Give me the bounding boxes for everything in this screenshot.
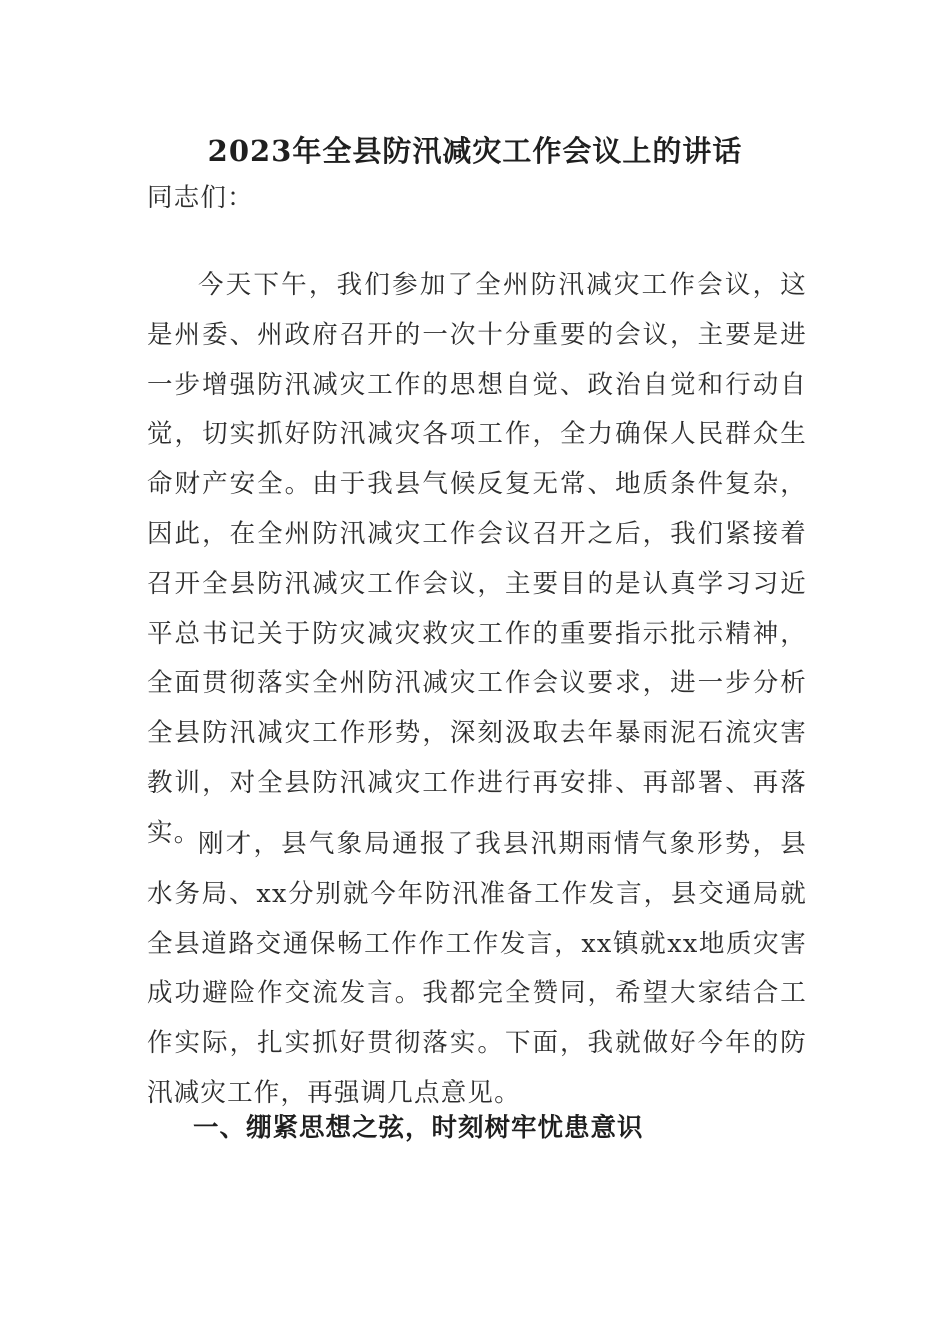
paragraph: 刚才，县气象局通报了我县汛期雨情气象形势，县水务局、xx分别就今年防汛准备工作发言，县交通局就全县道路交通保畅工作作工作发言，xx镇就xx地质灾害成功避险作交流发言。我都完全赞同，希望大家结合工作实际，扎实抓好贯彻落实。下面，我就做好今年的防汛减灾工作，再强调几点意见。 (147, 829, 807, 1108)
paragraph: 今天下午，我们参加了全州防汛减灾工作会议，这是州委、州政府召开的一次十分重要的会议，主要是进一步增强防汛减灾工作的思想自觉、政治自觉和行动自觉，切实抓好防汛减灾各项工作，全力确保人民群众生命财产安全。由于我县气候反复无常、地质条件复杂，因此，在全州防汛减灾工作会议召开之后，我们紧接着召开全县防汛减灾工作会议，主要目的是认真学习习近平总书记关于防灾减灾救灾工作的重要指示批示精神，全面贯彻落实全州防汛减灾工作会议要求，进一步分析全县防汛减灾工作形势，深刻汲取去年暴雨泥石流灾害教训，对全县防汛减灾工作进行再安排、再部署、再落实。 (147, 270, 807, 848)
section-heading: 一、绷紧思想之弦，时刻树牢忧患意识 (193, 1113, 644, 1143)
document-title: 2023年全县防汛减灾工作会议上的讲话 (207, 134, 743, 168)
salutation: 同志们： (147, 183, 254, 213)
